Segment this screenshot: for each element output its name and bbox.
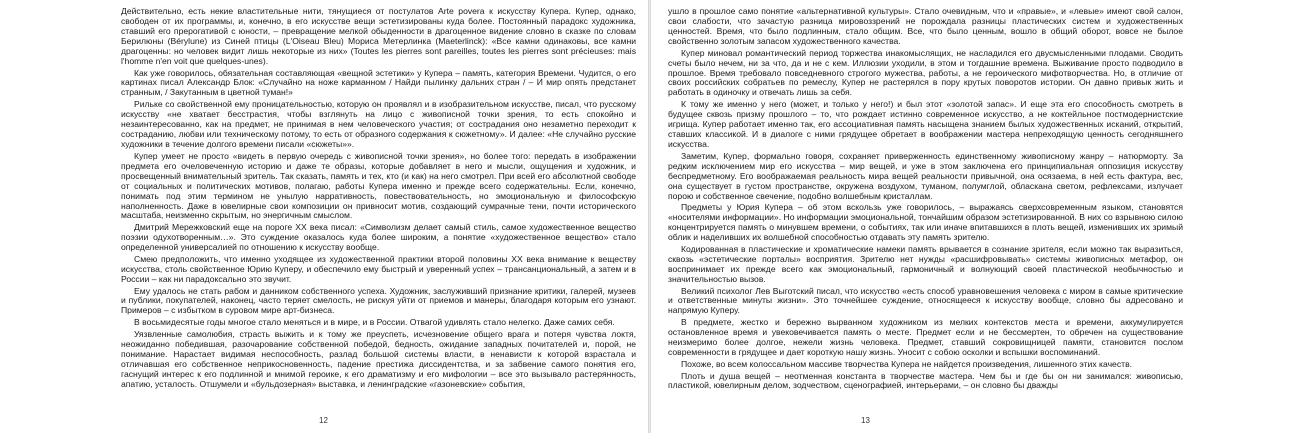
paragraph: Великий психолог Лев Выготский писал, что искусство «есть способ уравновешения человека с миром в самые критические и ответственные минуты жизни». Это точнейшее суждение, относящееся к искусству вообще, словно бы адресовано и напрямую Куперу. [668, 285, 1183, 316]
paragraph: Уязвленные самолюбия, страсть выжить и к тому же преуспеть, исчезновение общего врага и потеря чувства локтя, неожиданно победившая, разочарование собственной победой, бедность, ожидание западных почитателей и, порой, не понимание. Нарастает видимая неспособность, разлад большой системы власти, в ненависти к которой взрастала и отличавшая его собственное неприкосновенность, падение престижа диссидентства, и за забвение самого понятия его, гаснущий интерес к его подлинной и мнимой героике, к его драматизму и его мифологии – все это вызывало растерянность, апатию, усталость. Отшумели и «бульдозерная» выставка, и ленинградские «газоневские» события, [121, 328, 636, 389]
page-number: 12 [319, 416, 328, 425]
paragraph: Дмитрий Мережковский еще на пороге ХХ века писал: «Символизм делает самый стиль, самое художественное вещество поэзии одухотворенным…». Это суждение оказалось куда более широким, а понятие «художественное вещество» стало определенной универсалией по отношению к искусству вообще. [121, 222, 636, 253]
paragraph: Похоже, во всем колоссальном массиве творчества Купера не найдется произведения, лишенного этих качеств. [681, 358, 1133, 369]
left-page [0, 0, 648, 433]
page-number: 13 [861, 416, 870, 425]
paragraph: Смею предположить, что именно уходящее из художественной практики второй половины ХХ века внимание к веществу искусства, столь свойственное Юрию Куперу, и обеспечило ему быстрый и уверенный успех – трансанциональный, а затем и в России – как ни парадоксально это звучит. [121, 253, 636, 284]
right-page-text [668, 7, 1183, 391]
paragraph: Кодированная в пластические и хроматические намеки память врывается в сознание зрителя, если можно так выразиться, сквозь «эстетические порталы» восприятия. Зрителю нет нужды «расшифровывать» системы живописных метафор, он воспринимает их прежде всего как эмоциональный, гармоничный и волнующий своей пластической необычностью и значительностью вызов. [668, 243, 1183, 284]
paragraph: Заметим, Купер, формально говоря, сохраняет приверженность единственному живописному жанру – натюрморту. За редким исключением мир его искусства – мир вещей, и уже в этом заключена его принципиальная оппозиция искусству беспредметному. Его воображаемая реальность мира вещей реальности привычной, она осязаема, в ней есть фактура, вес, она существует в густом пространстве, окружена воздухом, туманом, полумглой, обласкана светом, рефлексами, излучает порою и собственное свечение, подобно волшебным кристаллам. [668, 150, 1183, 201]
paragraph: В предмете, жестко и бережно вырванном художником из мелких контекстов места и времени, аккумулируется остановленное время и увековечивается память о месте. Предмет если и не бессмертен, то обречен на существование неизмеримо более долгое, нежели жизнь человека. Предмет, ставший сокровищницей памяти, становится послом современности в грядущее и дает короткую нашу жизнь. Уносит с собою осколки и вспышки воспоминаний. [668, 317, 1183, 358]
paragraph: Как уже говорилось, обязательная составляющая «вещной эстетики» у Купера – память, категория Времени. Чудится, о его картинах писал Александр Блок: «Случайно на ноже карманном / Найди пылинку дальних стран / – И мир опять предстанет странным, / Закутанным в цветной туман!» [121, 67, 636, 98]
paragraph: Купер миновал романтический период торжества инакомыслящих, не насладился его двусмысленными плодами. Сводить счеты было нечем, ни за что, да и не с кем. Иллюзии уходили, в этом и тогдашние времена. Выживание просто подводило в прошлое. Время требовало повседневного строгого мужества, работы, а не героического мифотворчества. Но, в отличие от своих российских собратьев по ремеслу, Купер не растерялся в пору крутых поворотов истории. Он давно привык жить и работать в одиночку и отвечать лишь за себя. [668, 47, 1183, 98]
paragraph: Купер умеет не просто «видеть в первую очередь с живописной точки зрения», но более того: передать в изображении предмета его очеловеченную историю и даже те образы, которые добавляет в него и мысли, ощущения и художник, и просвещенный внимательный зритель. Так сказать, память и тех, кто (и как) на него смотрел. При всей его абсолютной свободе от социальных и политических мотивов, полагаю, работы Купера именно и прежде всего содержательны. Если, конечно, понимать под этим термином не унылую нарративность, повествовательность, но эмоциональную и философскую наполненность. Даже в ювелирные свои композиции он привносит мотив, создающий сумрачные тени, почти исторического масштаба, неизменно скрытым, но энергичным смыслом. [121, 150, 636, 221]
paragraph: Ему удалось не стать рабом и данником собственного успеха. Художник, заслуживший признание критики, галерей, музеев и публики, покупателей, наконец, часто теряет смелость, не рискуя уйти от приемов и манеры, благодаря которым его узнают. Примеров – с избытком в суровом мире арт-бизнеса. [121, 285, 636, 316]
paragraph: Действительно, есть некие властительные нити, тянущиеся от постулатов Arte povera к искусству Купера. Купер, однако, свободен от их программы, и, конечно, в его искусстве вещи эстетизированы куда более. Постоянный парадокс художника, ставший его прерогативой с юности, – превращение мелкой обыденности в драгоценное видение словно в сказке по словам Берилюны (Bérylune) из Синей птицы (L'Oiseau Bleu) Мориса Метерлинка (Maeterlinck): «Все камни одинаковы, все камни драгоценны: но человек видит лишь некоторые из них» (Toutes les pierres sont pareilles, toutes les pierres sont précieuses: mais l'homme n'en voit que quelques-unes). [121, 6, 636, 66]
left-page-text [121, 7, 636, 390]
paragraph: ушло в прошлое само понятие «альтернативной культуры». Стало очевидным, что и «правые», и «левые» имеют свой салон, свои слабости, что зачастую разница мировоззрений не порождала разницы пластических систем и художественных ценностей. Время, что было подлинным, стало общим. Все, что было ценным, вошло в общий оборот, вовсе не былое свойственно золотым запасом художественного качества. [668, 6, 1183, 46]
paragraph: Плоть и душа вещей – неотменная константа в творчестве мастера. Чем бы и где бы он ни занимался: живописью, пластикой, ювелирным делом, зодчеством, сценографией, интерьерами, – он словно бы дважды [668, 370, 1183, 391]
paragraph: В восьмидесятые годы многое стало меняться и в мире, и в России. Отвагой удивлять стало нелегко. Даже самих себя. [134, 317, 615, 328]
paragraph: Предметы у Юрия Купера – об этом вскользь уже говорилось, – выражаясь сверхсовременным языком, становятся «носителями информации». Но информации эмоциональной, тончайшим образом эстетизированной. В них со взрывною силою концентрируется память о минувшем времени, о событиях, так или иначе впитавшихся в плоть вещей, изменивших их зримый облик и наделивших их волшебной способностью отдавать эту память зрителю. [668, 202, 1183, 243]
right-page [651, 0, 1299, 433]
paragraph: К тому же именно у него (может, и только у него!) и был этот «золотой запас». И еще эта его способность смотреть в будущее сквозь призму прошлого – то, что рождает истинно современное искусство, а не коктейльное постмодернистские игрища. Купер работает именно так, его ассоциативная память насыщена знанием былых художественных исканий, открытий, ставших классикой. И в диалоге с ними грядущее обретает в воображении мастера непреходящую ценность сегодняшнего искусства. [668, 99, 1183, 149]
paragraph: Рильке со свойственной ему проницательностью, которую он проявлял и в изобразительном искусстве, писал, что русскому искусству «не хватает бесстрастия, чтобы взглянуть на лицо с живописной точки зрения, то есть спокойно и незаинтересованно, как на предмет, не принимая в нем человеческого участия; от сострадания оно незаметно переходит к состраданию, любви или техническому потому, то есть от образного содержания к сюжетному». И далее: «Не случайно русские художники в течение долгого времени писали «сюжеты»». [121, 99, 636, 149]
